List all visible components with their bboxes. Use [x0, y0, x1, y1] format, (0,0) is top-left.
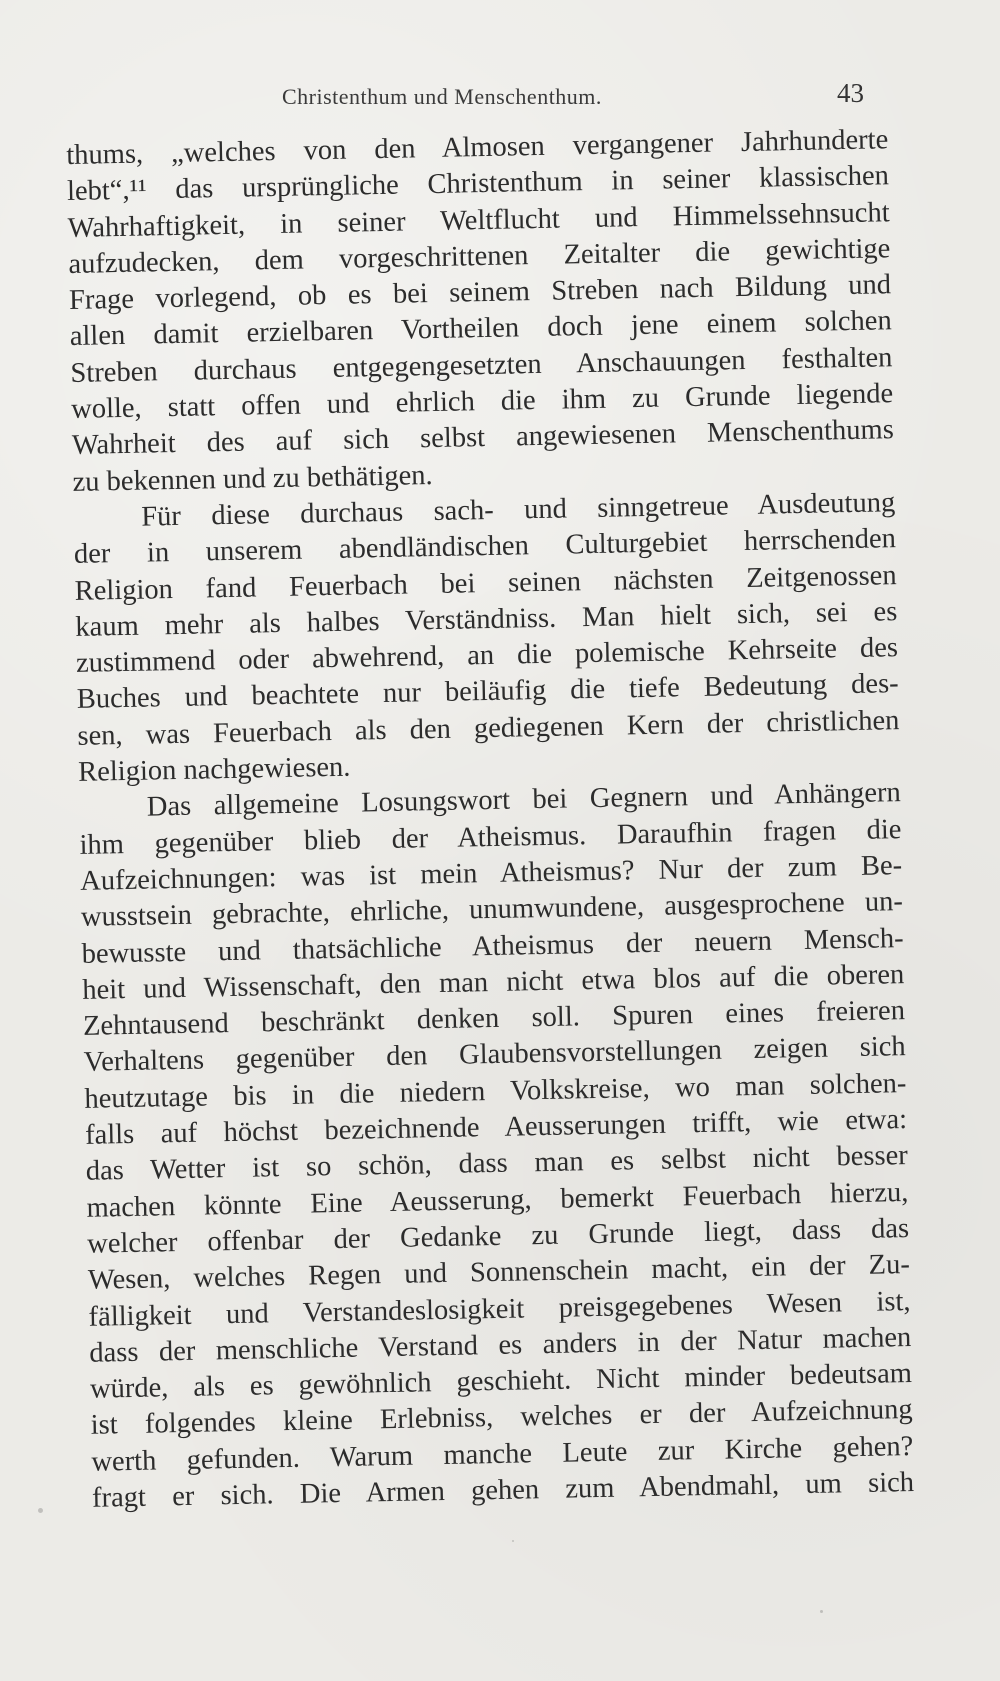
text-line: fragt er sich. Die Armen gehen zum Abendmahl, um sich: [91, 1466, 915, 1514]
text-line: das Wetter ist so schön, dass man es selbst nicht besser: [85, 1140, 908, 1188]
text-line: Verhaltens gegenüber den Glaubensvorstellungen zeigen sich: [83, 1031, 906, 1079]
paragraph-end-line: Religion nachgewiesen.: [77, 751, 351, 788]
text-line: zustimmend oder abwehrend, an die polemische Kehrseite des: [75, 632, 899, 680]
text-line: heit und Wissenschaft, den man nicht etwa blos auf die oberen: [82, 958, 905, 1006]
page-header: [0, 78, 1000, 118]
text-line: würde, als es gewöhnlich geschieht. Nicht minder bedeutsam: [89, 1358, 913, 1405]
text-line: bewusste und thatsächliche Atheismus der neuern Mensch-: [81, 922, 904, 970]
text-line: Buches und beachtete nur beiläufig die tiefe Bedeutung des-: [76, 668, 899, 716]
text-line: falls auf höchst bezeichnende Aeusserungen trifft, wie etwa:: [84, 1104, 908, 1151]
text-line: machen könnte Eine Aeusserung, bemerkt Feuerbach hierzu,: [86, 1176, 909, 1224]
text-line: Streben durchaus entgegengesetzten Anschauungen festhalten: [70, 341, 893, 389]
text-line: ihm gegenüber blieb der Atheismus. Daraufhin fragen die: [79, 813, 902, 861]
text-line: der in unserem abendländischen Culturgebiet herrschenden: [73, 523, 897, 571]
text-line: wolle, statt offen und ehrlich die ihm zu Grunde liegende: [70, 378, 894, 426]
text-line: Aufzeichnungen: was ist mein Atheismus? Nur der zum Be-: [79, 850, 903, 897]
text-line: welcher offenbar der Gedanke zu Grunde liegt, dass das: [86, 1212, 910, 1260]
text-line: Wahrhaftigkeit, in seiner Weltflucht und Himmelssehnsucht: [67, 196, 890, 244]
paper-speck: [38, 1508, 43, 1513]
paragraph-end-line: zu bekennen und zu bethätigen.: [72, 459, 433, 498]
text-line: kaum mehr als halbes Verständniss. Man hielt sich, sei es: [75, 595, 898, 643]
text-line: Zehntausend beschränkt denken soll. Spuren eines freieren: [82, 995, 906, 1042]
text-line: Wesen, welches Regen und Sonnenschein macht, ein der Zu-: [87, 1249, 911, 1296]
text-line: sen, was Feuerbach als den gediegenen Kern der christlichen: [77, 704, 900, 752]
text-line: Frage vorlegend, ob es bei seinem Streben nach Bildung und: [68, 269, 892, 317]
paper-speck: [820, 1610, 823, 1613]
text-line: fälligkeit und Verstandeslosigkeit preisgegebenes Wesen ist,: [88, 1285, 911, 1333]
text-line: aufzudecken, dem vorgeschrittenen Zeitalter die gewichtige: [68, 233, 891, 280]
text-line: dass der menschliche Verstand es anders in der Natur machen: [89, 1321, 912, 1369]
text-line: werth gefunden. Warum manche Leute zur Kirche gehen?: [91, 1430, 914, 1478]
page-number: 43: [837, 78, 864, 108]
paragraph-start-line: Für diese durchaus sach- und sinngetreue Ausdeutung: [140, 487, 896, 533]
running-title: Christenthum und Menschenthum.: [282, 84, 602, 109]
text-line: allen damit erzielbaren Vortheilen doch jene einem solchen: [69, 305, 892, 353]
text-line: thums, „welches von den Almosen vergangener Jahrhunderte: [66, 124, 889, 171]
text-line: Wahrheit des auf sich selbst angewiesenen Menschenthums: [71, 414, 895, 462]
paper-speck: [512, 1540, 514, 1542]
body-text: [66, 122, 914, 1517]
paragraph-start-line: Das allgemeine Losungswort bei Gegnern und Anhängern: [146, 777, 902, 823]
text-line: lebt“,¹¹ das ursprüngliche Christenthum in seiner klassischen: [66, 160, 890, 208]
text-line: Religion fand Feuerbach bei seinen nächsten Zeitgenossen: [74, 559, 897, 607]
text-line: heutzutage bis in die niedern Volkskreise, wo man solchen-: [84, 1067, 907, 1115]
text-line: wusstsein gebrachte, ehrliche, unumwundene, ausgesprochene un-: [80, 886, 904, 934]
text-line: ist folgendes kleine Erlebniss, welches er der Aufzeichnung: [90, 1394, 913, 1442]
